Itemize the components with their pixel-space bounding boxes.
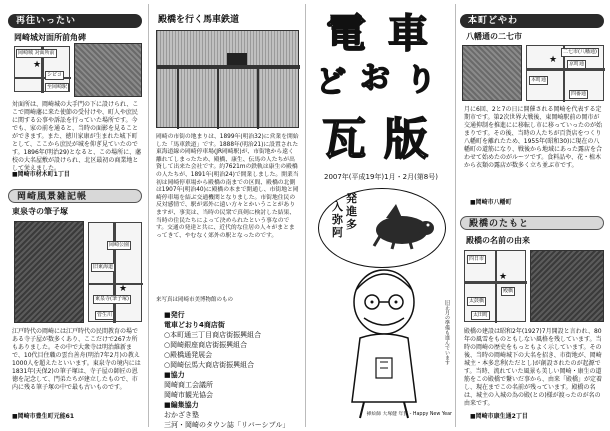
credit-line: 岡崎市観光協会 xyxy=(164,391,213,399)
title-char: 電 xyxy=(326,10,366,57)
star-marker-icon: ★ xyxy=(33,60,42,70)
credit-line: ■協力 xyxy=(164,371,185,379)
section-header-left-2: 岡崎風景雑記帳 xyxy=(8,189,142,203)
section-address-right-2: ■岡崎市康生通2丁目 xyxy=(470,413,528,420)
credits xyxy=(164,310,289,430)
section-body-left-1: 対面所は、岡崎城の大手門の下に設けられ、ここで岡崎藩に来た使節の受付けや、町人や庶民に関する公事や訴訟を行っていた場所です。今でも、家の前を通ると、当時の面影を見ることができます。また、徳川家康が生まれた城下町として、ここから庶民が城を仰ぎ見ていたのです。1896年(明治29)となると、この場所に、藩校の大名屋敷が設けられ、北区最初の商業地として栄えました。 xyxy=(12,101,142,172)
section-address-right-1: ■岡崎市八幡町 xyxy=(470,199,512,206)
title-char: ど xyxy=(316,65,346,100)
section-address-left-1: ■岡崎市材木町1丁目 xyxy=(12,171,70,178)
middle-body: 岡崎の市街の地まりは、1899年(明治32)に営業を開始した「馬車鉄道」です。1888年(明治21)に設置された東海道線の岡崎停車場(JR岡崎駅)が、市街地から遠く離れてしまったため、殿橋、康生、伝馬の人たちが出資して出来た会社です。約7621mの鉄軌は康生の殿橋の人たちが、1891年(明治24)で開業しました。開業当初は岡崎停車場から殿橋の南までの区間、殿橋の北側は1907年(明治40)に殿橋の本まで開通し、市街地と岡崎停車場を結ぶ交通機関となりました。市街地住民の反対感情で、駅が郊外に遠い方々とかいうことがありますが、事実は、当時の民衆で真剣に検討した結果、当時の住民たちによって決められたという事なのです。交通の発達と共に、近代的な住居の人々がまとまってきて、やむなく郊外の駅となったのです。 xyxy=(156,134,299,239)
map-label: 四番通 xyxy=(571,91,587,97)
credit-line: おかざき塾 xyxy=(164,411,199,419)
title-char: り xyxy=(406,63,436,98)
map-label: シビコ xyxy=(47,72,63,78)
title-char: 車 xyxy=(388,10,428,57)
masthead-note: 旧正月の準備も進んでいます xyxy=(444,300,450,365)
star-marker-icon: ★ xyxy=(549,55,558,65)
section-title-left-2: 東泉寺の筆子塚 xyxy=(12,207,68,216)
section-header-right-2: 殿橋のたもと xyxy=(460,216,604,230)
market-photo xyxy=(462,45,522,101)
map-label: 岡崎公園 xyxy=(109,242,130,248)
column-divider xyxy=(148,4,149,427)
credit-line: ○殿橋通発展会 xyxy=(164,351,213,359)
credit-line: ○本町通三丁目商店街振興組合 xyxy=(164,331,262,339)
map-label: 東泉寺(筆子塚) xyxy=(95,296,129,302)
credit-line: ■発行 xyxy=(164,311,185,319)
section-body-right-1: 月に6回、2と7の日に開催される岡崎を代表する定期市です。第2次世界大戦後、東岡崎駅前の岡市が交通抑制を推進にに移転し市に移っていったのが始まりです。その後、当時の人たちが百貨店をつくり八幡町を離れたため、1955年(昭和30)に現在の八幡町の道筋になり、戦後から地域にあった露店を合わせて始めたのがルーツです。食料品や、花・植木から衣類の露店が数多く立ち並ぶ市です。 xyxy=(464,106,603,169)
credit-line: ■編集協力 xyxy=(164,401,199,409)
title-char: お xyxy=(360,61,390,96)
masthead-title xyxy=(312,10,450,170)
map-label: 本町通 xyxy=(531,77,547,83)
bubble-text-left: 入 弥 阿 xyxy=(332,200,343,239)
map-label: 至岡崎駅 xyxy=(47,84,68,90)
section-header-left-1: 再往いったい xyxy=(8,14,142,28)
map-label: 太鼓橋 xyxy=(469,298,485,304)
grave-photo xyxy=(14,221,84,323)
credit-line: 電車どおり4商店街 xyxy=(164,321,225,329)
title-char: 瓦 xyxy=(322,114,366,165)
map-right-1 xyxy=(526,45,604,101)
section-header-right-1: 本町どやわ xyxy=(460,14,604,28)
photo-note: 来写真は岡崎市美博物館のもの xyxy=(156,297,234,303)
masthead-side-text: 挿絵師 大塚健 年賀 - Happy New Year xyxy=(366,412,452,417)
flying-boar-illustration xyxy=(366,202,438,250)
photo-caption: 殿橋を行く馬車鉄道 xyxy=(158,15,240,25)
monument-photo xyxy=(74,43,142,97)
map-label: 岡崎城 対面所前 xyxy=(18,50,55,56)
column-divider xyxy=(305,4,306,427)
map-label: 四日市 xyxy=(469,256,485,262)
map-left-1 xyxy=(14,46,70,92)
section-title-left-1: 岡崎城対面所前角碑 xyxy=(14,33,86,42)
section-title-right-1: 八幡通の二七市 xyxy=(466,32,522,41)
map-right-2 xyxy=(464,250,526,322)
map-left-2 xyxy=(88,222,142,322)
map-label: 二七市(八幡通) xyxy=(563,49,597,55)
star-marker-icon: ★ xyxy=(119,284,128,294)
tower-photo xyxy=(530,250,604,322)
star-marker-icon: ★ xyxy=(499,272,508,282)
section-title-right-2: 殿橋の名前の由来 xyxy=(466,236,530,245)
column-divider xyxy=(455,4,456,427)
title-char: 版 xyxy=(384,114,428,165)
credit-line: 三河・岡崎のタウン誌「リバーシブル」 xyxy=(164,421,290,429)
section-body-right-2: 殿橋の建設は昭和2年(1927)7月開設と言われ、80年の風雪をものともしない風格を残しています。当時の岡崎の歴史をもっともよく示しています。その後、当時の岡崎城下の大名を招き、市街地が、岡崎城主・本多忠利(ただとし)が創設されたのが起源です。当時、流れていた風景も美しい岡崎・康生の道筋をこの殿橋で繋いだ事から、由来「殿橋」が定着し、現在までこの名前が残っています。殿橋の名は、城主の入城の為の殿(との)様が渡ったのが名の由来です。 xyxy=(464,328,603,407)
bubble-text-right: 発 進 多 xyxy=(346,192,357,231)
horse-tram-photo xyxy=(156,30,299,128)
issue-info: 2007年(平成19年)1月・2月(第8号) xyxy=(323,173,438,181)
credit-line: 岡崎商工会議所 xyxy=(164,381,213,389)
map-label: 旧東海道 xyxy=(93,264,114,270)
map-label: 菅生川 xyxy=(97,312,113,318)
map-label: 殿橋 xyxy=(503,288,514,294)
section-address-left-2: ■岡崎市豊生町元能61 xyxy=(12,413,75,420)
map-label: 太田町 xyxy=(473,312,489,318)
credit-line: ○岡崎銀座商店街振興組合 xyxy=(164,341,248,349)
section-body-left-2: 江戸時代の岡崎には江戸時代の民間教育の場である寺子屋が数多くあり、ここだけで267カ所もありました。その中で大衆寺は明治維新まで、10代目住職の雲台善舟(明治7年2月)の教え1000人を超えたといいます。東泉寺の境内には1831年(天保2)の筆子塚は、寺子屋の師匠の恩徳を記念して、門弟たちが建立したもので、市内に残る筆子塚の中で最も古いものです。 xyxy=(12,328,141,391)
credit-line: ○岡崎伝馬大商店街振興組合 xyxy=(164,361,255,369)
map-label: 京町通 xyxy=(569,61,585,67)
